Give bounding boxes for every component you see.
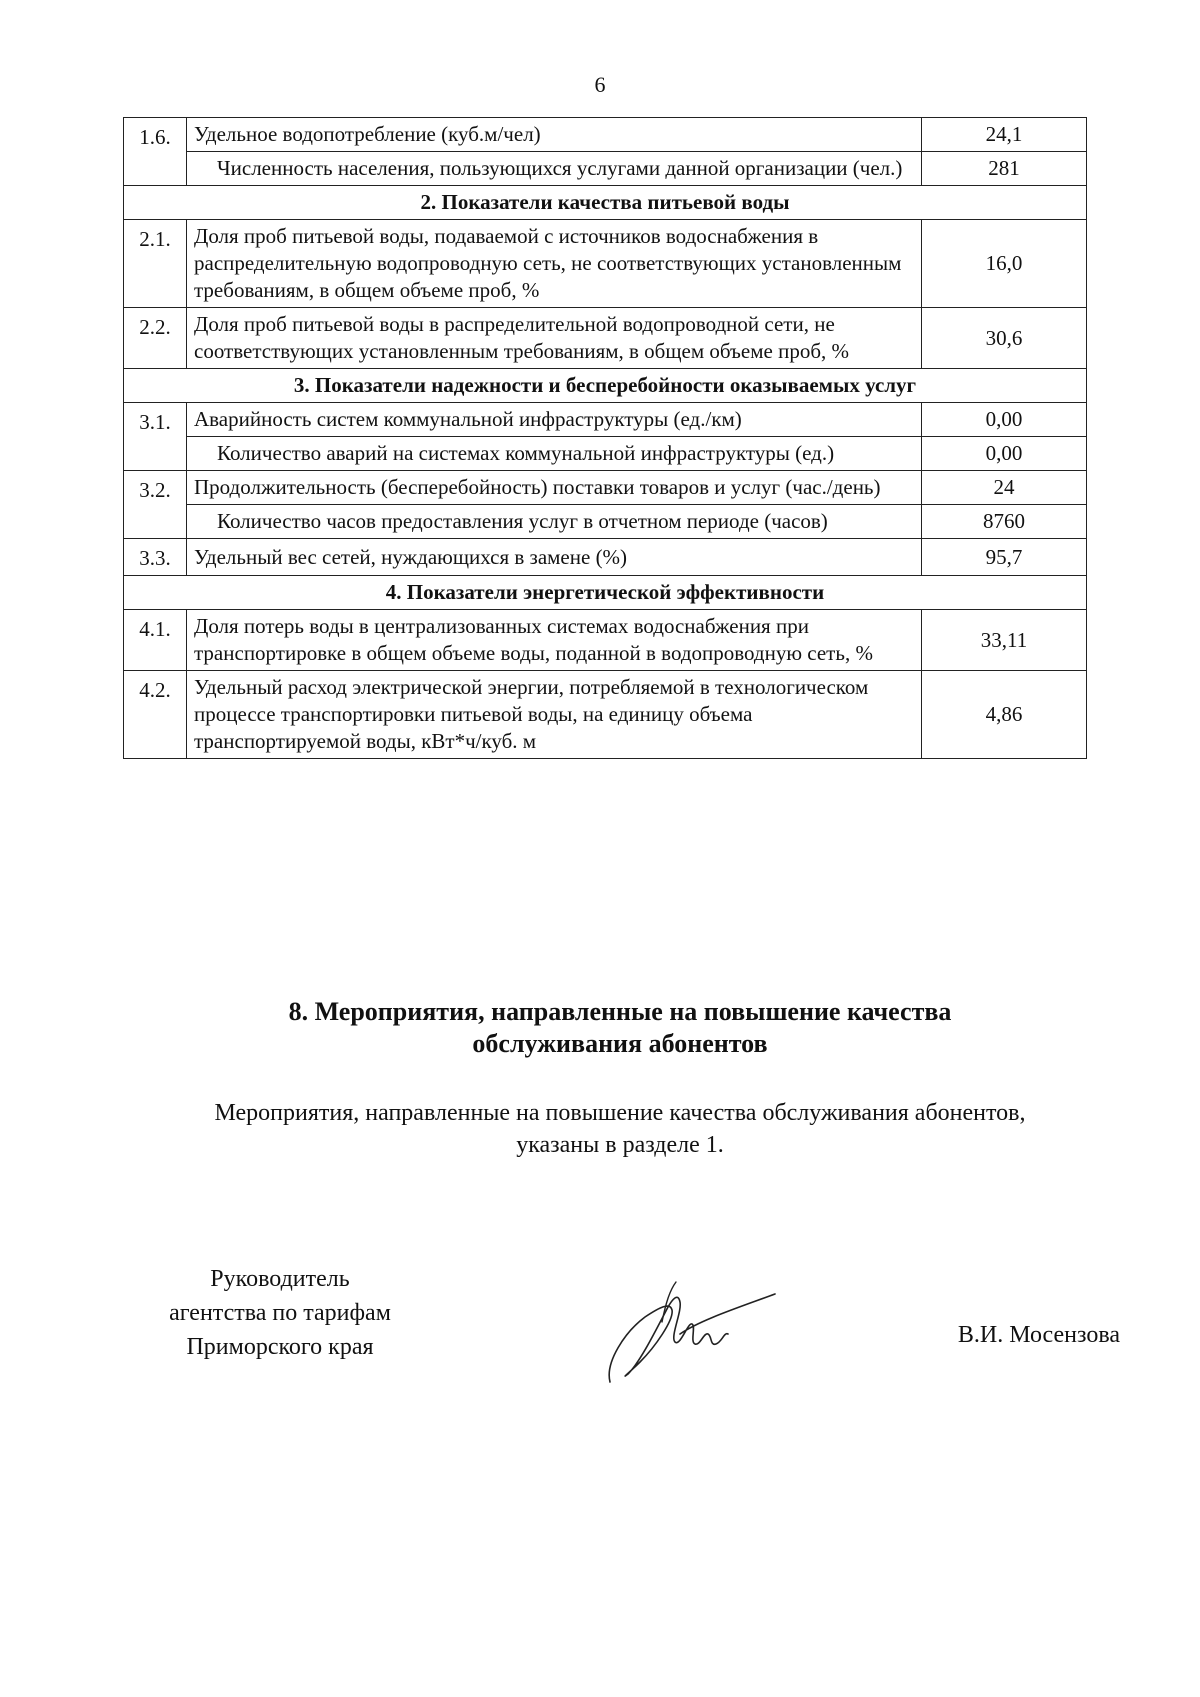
indicator-number: 2.1.: [124, 220, 187, 308]
indicator-value: 33,11: [922, 610, 1087, 671]
indicator-description: Удельное водопотребление (куб.м/чел): [187, 118, 922, 152]
table-row: [124, 610, 1087, 671]
indicator-description: Количество аварий на системах коммунальной инфраструктуры (ед.): [187, 437, 922, 471]
indicator-value: 24,1: [922, 118, 1087, 152]
indicator-description: Доля проб питьевой воды в распределительной водопроводной сети, не соответствующих установленным требованиям, в общем объеме проб, %: [187, 308, 922, 369]
indicators-table: [123, 117, 1087, 759]
table-section-row: [124, 186, 1087, 220]
table-row: [124, 220, 1087, 308]
table-row: [124, 118, 1087, 152]
section-title: 2. Показатели качества питьевой воды: [124, 186, 1087, 220]
handwritten-signature: [600, 1262, 800, 1392]
table-row: [124, 308, 1087, 369]
indicator-value: 24: [922, 471, 1087, 505]
indicator-description: Численность населения, пользующихся услугами данной организации (чел.): [187, 152, 922, 186]
indicator-value: 0,00: [922, 437, 1087, 471]
section-title: 3. Показатели надежности и бесперебойности оказываемых услуг: [124, 369, 1087, 403]
indicator-value: 4,86: [922, 671, 1087, 759]
indicators-table-body: [124, 118, 1087, 759]
signer-position-line-1: Руководитель: [210, 1266, 350, 1292]
table-row: [124, 539, 1087, 576]
table-section-row: [124, 576, 1087, 610]
indicator-value: 8760: [922, 505, 1087, 539]
indicator-number: 4.2.: [124, 671, 187, 759]
indicator-description: Доля потерь воды в централизованных системах водоснабжения при транспортировке в общем объеме воды, поданной в водопроводную сеть, %: [187, 610, 922, 671]
section-8-heading-line-1: 8. Мероприятия, направленные на повышение качества: [288, 997, 952, 1026]
indicator-value: 0,00: [922, 403, 1087, 437]
table-row: [124, 671, 1087, 759]
signer-position-line-2: агентства по тарифам: [169, 1300, 391, 1326]
indicator-number: 3.3.: [124, 539, 187, 576]
indicator-number: 4.1.: [124, 610, 187, 671]
indicator-description: Доля проб питьевой воды, подаваемой с источников водоснабжения в распределительную водопроводную сеть, не соответствующих установленным требованиям, в общем объеме проб, %: [187, 220, 922, 308]
table-row: [124, 403, 1087, 437]
section-title: 4. Показатели энергетической эффективности: [124, 576, 1087, 610]
signer-position: [130, 1262, 430, 1364]
signer-position-line-3: Приморского края: [186, 1334, 374, 1360]
indicator-number: 2.2.: [124, 308, 187, 369]
indicator-description: Количество часов предоставления услуг в отчетном периоде (часов): [187, 505, 922, 539]
indicator-value: 16,0: [922, 220, 1087, 308]
section-8-heading-line-2: обслуживания абонентов: [472, 1029, 768, 1058]
indicator-value: 281: [922, 152, 1087, 186]
section-8-text-line-2: указаны в разделе 1.: [516, 1132, 724, 1158]
indicator-number: 1.6.: [124, 118, 187, 186]
indicator-number: 3.2.: [124, 471, 187, 539]
indicator-description: Продолжительность (бесперебойность) поставки товаров и услуг (час./день): [187, 471, 922, 505]
table-row: [124, 437, 1087, 471]
indicator-description: Удельный расход электрической энергии, потребляемой в технологическом процессе транспортировки питьевой воды, на единицу объема транспортируемой воды, кВт*ч/куб. м: [187, 671, 922, 759]
indicator-description: Аварийность систем коммунальной инфраструктуры (ед./км): [187, 403, 922, 437]
table-row: [124, 471, 1087, 505]
indicator-number: 3.1.: [124, 403, 187, 471]
section-8-text-line-1: Мероприятия, направленные на повышение качества обслуживания абонентов,: [214, 1100, 1026, 1126]
table-row: [124, 505, 1087, 539]
page-number: 6: [594, 72, 606, 97]
indicator-value: 95,7: [922, 539, 1087, 576]
table-section-row: [124, 369, 1087, 403]
indicator-description: Удельный вес сетей, нуждающихся в замене (%): [187, 539, 922, 576]
section-8-text: [0, 1097, 1200, 1161]
signer-name: В.И. Мосензова: [957, 1322, 1120, 1348]
section-8-heading: [0, 996, 1200, 1060]
table-row: [124, 152, 1087, 186]
indicator-value: 30,6: [922, 308, 1087, 369]
